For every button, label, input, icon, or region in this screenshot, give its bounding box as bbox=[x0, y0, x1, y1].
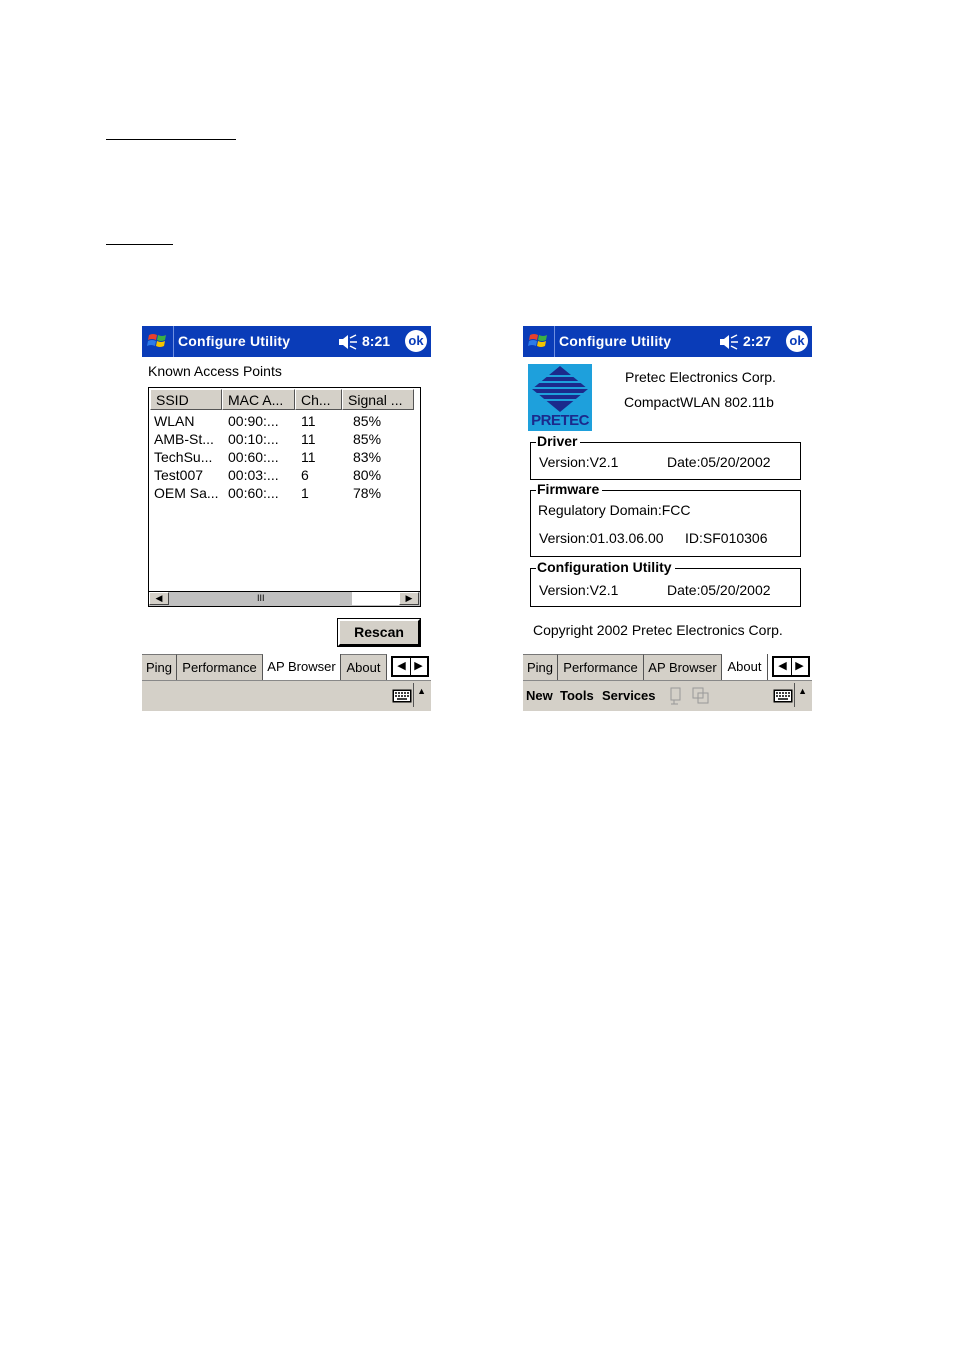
menu-new[interactable]: New bbox=[526, 688, 553, 703]
tab-prev-icon[interactable]: ◀ bbox=[774, 658, 792, 675]
cell-channel: 11 bbox=[301, 431, 316, 447]
cell-signal: 85% bbox=[353, 413, 382, 429]
pretec-logo bbox=[528, 364, 592, 431]
ok-button[interactable]: ok bbox=[786, 330, 808, 352]
title-bar bbox=[523, 326, 812, 357]
disabled-tool-icon-2 bbox=[691, 686, 711, 706]
table-row[interactable] bbox=[149, 467, 420, 485]
menu-bar bbox=[523, 680, 812, 711]
cell-signal: 85% bbox=[353, 431, 382, 447]
table-row[interactable] bbox=[149, 449, 420, 467]
cell-ssid: TechSu... bbox=[154, 449, 213, 465]
column-header-channel[interactable]: Ch... bbox=[295, 389, 342, 410]
scroll-thumb[interactable] bbox=[352, 592, 399, 605]
ap-browser-screen bbox=[142, 326, 431, 711]
tab-scroll-arrows[interactable] bbox=[772, 656, 810, 677]
cell-ssid: Test007 bbox=[154, 467, 204, 483]
cell-ssid: AMB-St... bbox=[154, 431, 214, 447]
heading-underline-2 bbox=[106, 244, 173, 245]
tab-prev-icon[interactable]: ◀ bbox=[393, 658, 411, 675]
window-title: Configure Utility bbox=[559, 333, 672, 349]
menu-separator bbox=[794, 683, 795, 707]
known-access-points-label: Known Access Points bbox=[148, 363, 282, 379]
start-button[interactable] bbox=[523, 326, 555, 357]
config-date: Date:05/20/2002 bbox=[667, 582, 771, 598]
speaker-icon[interactable] bbox=[719, 334, 739, 350]
cell-mac: 00:60:... bbox=[228, 485, 279, 501]
tab-about[interactable]: About bbox=[722, 654, 768, 680]
table-row[interactable] bbox=[149, 485, 420, 503]
keyboard-icon[interactable] bbox=[773, 689, 793, 703]
input-panel-caret-icon[interactable]: ▲ bbox=[798, 686, 807, 696]
tab-bar bbox=[523, 654, 812, 680]
cell-signal: 83% bbox=[353, 449, 382, 465]
menu-services[interactable]: Services bbox=[602, 688, 656, 703]
driver-title: Driver bbox=[536, 433, 580, 449]
cell-channel: 6 bbox=[301, 467, 309, 483]
tab-bar bbox=[142, 654, 431, 680]
firmware-title: Firmware bbox=[536, 481, 602, 497]
cell-channel: 1 bbox=[301, 485, 309, 501]
column-header-mac[interactable]: MAC A... bbox=[222, 389, 295, 410]
logo-text: PRETEC bbox=[531, 412, 589, 429]
about-screen bbox=[523, 326, 812, 711]
clock[interactable]: 2:27 bbox=[743, 333, 772, 349]
cell-mac: 00:60:... bbox=[228, 449, 279, 465]
copyright-text: Copyright 2002 Pretec Electronics Corp. bbox=[533, 622, 783, 638]
table-row[interactable] bbox=[149, 431, 420, 449]
disabled-tool-icon-1 bbox=[668, 687, 684, 705]
start-button[interactable] bbox=[142, 326, 174, 357]
window-title: Configure Utility bbox=[178, 333, 291, 349]
keyboard-icon[interactable] bbox=[392, 689, 412, 703]
heading-underline-1 bbox=[106, 139, 236, 140]
rescan-button[interactable]: Rescan bbox=[338, 619, 420, 646]
cell-ssid: OEM Sa... bbox=[154, 485, 219, 501]
driver-date: Date:05/20/2002 bbox=[667, 454, 771, 470]
column-header-ssid[interactable]: SSID bbox=[150, 389, 222, 410]
column-header-signal[interactable]: Signal ... bbox=[342, 389, 414, 410]
config-utility-group bbox=[530, 559, 801, 607]
horizontal-scrollbar[interactable] bbox=[149, 591, 420, 606]
tab-ping[interactable]: Ping bbox=[523, 654, 558, 680]
tab-performance[interactable]: Performance bbox=[558, 654, 644, 680]
tab-next-icon[interactable]: ▶ bbox=[414, 660, 423, 672]
tab-performance[interactable]: Performance bbox=[177, 654, 263, 680]
menu-bar bbox=[142, 680, 431, 711]
pretec-emblem-icon bbox=[528, 364, 592, 414]
scroll-left-icon[interactable]: ◀ bbox=[149, 592, 169, 605]
tab-ping[interactable]: Ping bbox=[142, 654, 177, 680]
speaker-icon[interactable] bbox=[338, 334, 358, 350]
table-row[interactable] bbox=[149, 413, 420, 431]
cell-channel: 11 bbox=[301, 449, 316, 465]
scroll-grip: III bbox=[257, 593, 265, 603]
tab-scroll-arrows[interactable] bbox=[391, 656, 429, 677]
tab-about[interactable]: About bbox=[341, 654, 387, 680]
access-point-list[interactable] bbox=[148, 387, 421, 607]
cell-signal: 80% bbox=[353, 467, 382, 483]
firmware-id: ID:SF010306 bbox=[685, 530, 768, 546]
driver-version: Version:V2.1 bbox=[539, 454, 619, 470]
scroll-right-icon[interactable]: ▶ bbox=[399, 592, 419, 605]
tab-ap-browser[interactable]: AP Browser bbox=[644, 654, 722, 680]
windows-flag-icon bbox=[528, 331, 550, 351]
ok-button[interactable]: ok bbox=[405, 330, 427, 352]
cell-signal: 78% bbox=[353, 485, 382, 501]
firmware-group bbox=[530, 481, 801, 557]
cell-mac: 00:03:... bbox=[228, 467, 279, 483]
firmware-version: Version:01.03.06.00 bbox=[539, 530, 664, 546]
title-bar bbox=[142, 326, 431, 357]
windows-flag-icon bbox=[147, 331, 169, 351]
menu-separator bbox=[413, 683, 414, 707]
cell-mac: 00:90:... bbox=[228, 413, 279, 429]
tab-next-icon[interactable]: ▶ bbox=[795, 660, 804, 672]
tab-ap-browser[interactable]: AP Browser bbox=[263, 654, 341, 680]
cell-ssid: WLAN bbox=[154, 413, 195, 429]
config-utility-title: Configuration Utility bbox=[536, 559, 675, 575]
input-panel-caret-icon[interactable]: ▲ bbox=[417, 686, 426, 696]
clock[interactable]: 8:21 bbox=[362, 333, 391, 349]
firmware-domain: Regulatory Domain:FCC bbox=[538, 502, 691, 518]
cell-mac: 00:10:... bbox=[228, 431, 279, 447]
company-name: Pretec Electronics Corp. bbox=[625, 369, 776, 385]
cell-channel: 11 bbox=[301, 413, 316, 429]
product-name: CompactWLAN 802.11b bbox=[624, 394, 774, 410]
driver-group bbox=[530, 433, 801, 480]
config-version: Version:V2.1 bbox=[539, 582, 619, 598]
menu-tools[interactable]: Tools bbox=[560, 688, 594, 703]
